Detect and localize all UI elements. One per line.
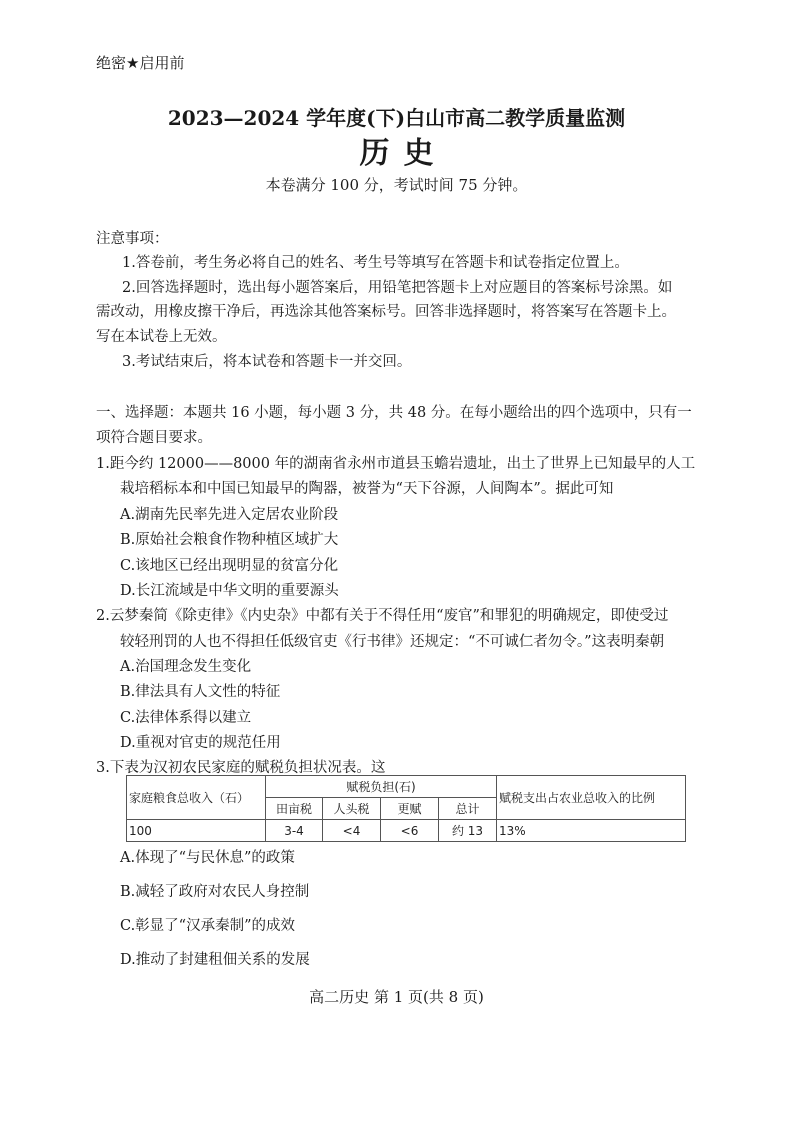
question-1-option-d: D.长江流域是中华文明的重要源头 [120,583,339,599]
notes-title: 注意事项： [96,231,169,247]
question-1-option-b: B.原始社会粮食作物种植区域扩大 [120,532,339,548]
question-2-option-b: B.律法具有人文性的特征 [120,684,281,700]
exam-title: 2023—2024 学年度(下)白山市高二教学质量监测 [167,106,626,130]
question-1-option-a: A.湖南先民率先进入定居农业阶段 [120,507,339,523]
question-3-option-b: B.减轻了政府对农民人身控制 [120,884,310,900]
table-subheader: 人头税 [323,798,381,820]
note-item: 2.回答选择题时，选出每小题答案后，用铅笔把答题卡上对应题目的答案标号涂黑。如 [122,280,673,296]
question-2-option-a: A.治国理念发生变化 [120,659,252,675]
question-1-stem-continued: 栽培稻标本和中国已知最早的陶器，被誉为“天下谷源，人间陶本”。据此可知 [120,481,614,497]
score-time-info: 本卷满分 100 分，考试时间 75 分钟。 [265,176,528,194]
question-3-option-c: C.彰显了“汉承秦制”的成效 [120,918,296,934]
question-1-stem: 1.距今约 12000——8000 年的湖南省永州市道县玉蟾岩遗址，出土了世界上已知最早的人工 [96,456,696,472]
table-subheader: 更赋 [381,798,439,820]
question-2-option-c: C.法律体系得以建立 [120,710,252,726]
table-cell: 约 13 [439,820,497,842]
question-1-option-c: C.该地区已经出现明显的贫富分化 [120,558,339,574]
note-item-continued: 写在本试卷上无效。 [96,329,227,345]
note-item: 3.考试结束后，将本试卷和答题卡一并交回。 [122,354,412,370]
question-3-option-d: D.推动了封建租佃关系的发展 [120,952,310,968]
question-3-option-a: A.体现了“与民休息”的政策 [120,850,295,866]
note-item-continued: 需改动，用橡皮擦干净后，再选涂其他答案标号。回答非选择题时，将答案写在答题卡上。 [96,304,676,320]
table-cell: <4 [323,820,381,842]
question-2-stem: 2.云梦秦简《除吏律》《内史杂》中都有关于不得任用“废官”和罪犯的明确规定，即使受过 [96,608,669,624]
question-2-option-d: D.重视对官吏的规范任用 [120,735,281,751]
table-cell: 100 [127,820,266,842]
subject-title: 历史 [359,136,448,171]
table-row [127,820,686,842]
table-cell: 13% [497,820,686,842]
table-header-ratio: 赋税支出占农业总收入的比例 [497,776,686,820]
table-header-income: 家庭粮食总收入（石） [127,776,266,820]
table-subheader: 总计 [439,798,497,820]
table-subheader: 田亩税 [266,798,323,820]
question-2-stem-continued: 较轻刑罚的人也不得担任低级官吏《行书律》还规定：“不可诚仁者勿令。”这表明秦朝 [120,634,665,650]
page-footer: 高二历史 第 1 页(共 8 页) [309,988,484,1006]
table-cell: 3-4 [266,820,323,842]
table-header-burden: 赋税负担(石) [266,776,497,798]
table-cell: <6 [381,820,439,842]
tax-burden-table [126,775,686,842]
section-heading: 一、选择题：本题共 16 小题，每小题 3 分，共 48 分。在每小题给出的四个选项中，只有一 [96,405,692,421]
question-3-stem: 3.下表为汉初农民家庭的赋税负担状况表。这 [96,760,386,776]
section-heading-continued: 项符合题目要求。 [96,430,212,446]
note-item: 1.答卷前，考生务必将自己的姓名、考生号等填写在答题卡和试卷指定位置上。 [122,255,629,271]
confidential-mark: 绝密★启用前 [96,54,185,72]
